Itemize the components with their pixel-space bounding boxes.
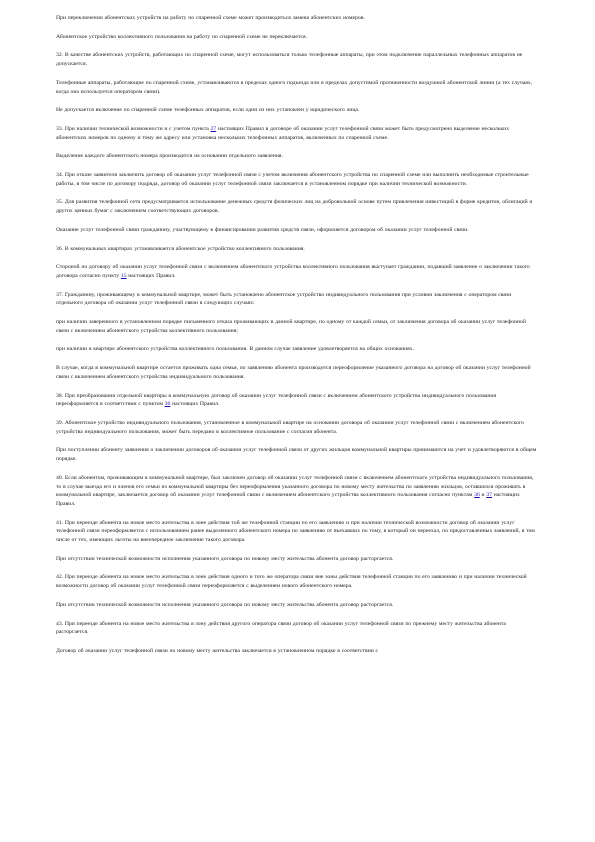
- paragraph: [56, 647, 539, 656]
- paragraph: [56, 51, 539, 68]
- paragraph: [56, 33, 539, 42]
- paragraph-text: настоящих Правил.: [56, 492, 520, 507]
- paragraph-text: при наличии в квартире абонентского устройства коллективного пользования. В данном случае заявление удовлетворяется на общих основаниях.: [56, 346, 415, 353]
- paragraph: [56, 263, 539, 280]
- clause-link[interactable]: 15: [120, 272, 127, 279]
- paragraph: [56, 198, 539, 215]
- paragraph-text: 39. Абонентское устройство индивидуального пользования, установленное в коммунальной квартире на основании договора об оказании услуг телефонной связи с включением абонентского устройства индивидуального пользования, может быть передано в коллективное пользование с согласия абонента.: [56, 419, 525, 435]
- paragraph: [56, 125, 539, 142]
- paragraph: [56, 474, 539, 509]
- paragraph-text: 36. В коммунальных квартирах устанавливается абонентское устройство коллективного пользования.: [56, 245, 305, 252]
- paragraph-text: При переключении абонентских устройств на работу по спаренной схеме может производиться замена абонентских номеров.: [56, 15, 365, 21]
- paragraph-text: при наличии заверенного в установленном порядке письменного отказа проживающих в данной квартире, по одному от каждой семьи, от заключения договора об оказании услуг телефонной связи с включением абонентского устройства коллективного пользования;: [56, 319, 526, 334]
- paragraph-text: и: [479, 492, 487, 499]
- paragraph: [56, 446, 539, 463]
- paragraph: [56, 79, 539, 96]
- paragraph-text: При отсутствии технической возможности исполнения указанного договора по новому месту жительства абонента договор расторгается.: [56, 601, 394, 608]
- clause-link[interactable]: 27: [210, 125, 217, 132]
- paragraph: [56, 106, 539, 115]
- paragraph: [56, 291, 539, 308]
- clause-link[interactable]: 36: [164, 401, 171, 408]
- paragraph-text: настоящих Правил.: [126, 272, 176, 279]
- paragraph-text: Выделение каждого абонентского номера производится на основании отдельного заявления.: [56, 153, 283, 160]
- paragraph-text: 43. При переезде абонента на новое место жительства в зону действия другого оператора связи договор об оказании услуг телефонной связи по прежнему месту жительства абонента расторгается.: [56, 620, 506, 636]
- paragraph: [56, 152, 539, 161]
- paragraph-text: 35. Для развития телефонной сети предусматривается использование денежных средств физических лиц на добровольной основе путем привлечения инвестиций в форме кредитов, облигаций и других ценных бумаг с заключением соответствующих договоров.: [56, 199, 533, 215]
- paragraph: [56, 392, 539, 409]
- paragraph: [56, 226, 539, 235]
- paragraph: [56, 171, 539, 188]
- paragraph-text: При отсутствии технической возможности исполнения указанного договора по новому месту жительства абонента договор расторгается.: [56, 555, 394, 562]
- paragraph-text: 32. В качестве абонентских устройств, работающих по спаренной схеме, могут использоваться только телефонные аппараты, при этом подключение параллельных телефонных аппаратов не допускается.: [56, 52, 523, 68]
- paragraph-text: Абонентское устройство коллективного пользования на работу по спаренной схеме не переключается.: [56, 33, 308, 40]
- paragraph-text: 42. При переезде абонента на новое место жительства в зоне действия одного и того же оператора связи вне зоны действия телефонной станции по его заявлению и при наличии технической возможности договор об оказании услуг телефонной связи переоформляется с выделением нового абонентского номера.: [56, 574, 527, 590]
- paragraph-text: 41. При переезде абонента на новое место жительства в зоне действия той же телефонной станции по его заявлению и при наличии технической возможности договор об оказании услуг телефонной связи переоформляется с использованием ранее выделенного абонентского номера по заявлению от въехавших по тому, в который он переехал, по предоставленных заявлений, в том числе от тех, имеющих льготы на внеочередное заключение такого договора.: [56, 519, 535, 544]
- paragraph: [56, 364, 539, 381]
- paragraph: [56, 419, 539, 436]
- paragraph: [56, 519, 539, 545]
- paragraph-text: настоящих Правил в договоре об оказании услуг телефонной связи может быть предусмотрено выделение нескольких абонентских номеров по одному и тому же адресу или установка нескольких телефонных аппаратов, включенных по спаренной схеме.: [56, 125, 510, 141]
- paragraph-text: В случае, когда в коммунальной квартире остается проживать одна семья, по заявлению абонента производится переоформление указанного договора на договор об оказании услуг телефонной связи с включением абонентского устройства индивидуального пользования.: [56, 365, 531, 380]
- clause-link[interactable]: 37: [486, 492, 492, 499]
- paragraph-text: Договор об оказании услуг телефонной связи по новому месту жительства заключается в установленном порядке в соответствии с: [56, 647, 379, 654]
- paragraph: [56, 620, 539, 637]
- clause-link[interactable]: 36: [474, 492, 480, 499]
- paragraph: [56, 573, 539, 590]
- paragraph: [56, 245, 539, 254]
- paragraph-text: 37. Гражданину, проживающему в коммунальной квартире, может быть установлено абонентское устройство индивидуального пользования при условии заключения с оператором связи отдельного договора об оказании услуг телефонной связи в следующих случаях:: [56, 291, 512, 307]
- paragraph: [56, 345, 539, 354]
- paragraph-text: Стороной по договору об оказании услуг телефонной связи с включением абонентского устройства коллективного пользования выступает гражданин, подавший заявление о заключении такого договора согласно пункту: [56, 264, 530, 279]
- paragraph: [56, 14, 539, 23]
- paragraph-text: Оказание услуг телефонной связи гражданину, участвующему в финансировании развития средств связи, оформляется договором об оказании услуг телефонной связи.: [56, 226, 469, 233]
- paragraph-text: настоящих Правил.: [170, 401, 220, 408]
- paragraph-text: 40. Если абонентом, проживающим в коммунальной квартире, был заключен договор об оказании услуг телефонной связи с включением абонентского устройства индивидуального пользования, то в случае выезда его и членов его семьи из коммунальной квартиры без переоформления указанного договора по новому месту жительства по заявлению жильцов, оставшихся проживать в коммунальной квартире, заключается договор об оказании услуг телефонной связи с включением абонентского устройства коллективного пользования согласно пунктам: [56, 474, 534, 499]
- paragraph-text: Не допускается включение по спаренной схеме телефонных аппаратов, если один из них установлен у юридического лица.: [56, 107, 360, 114]
- paragraph-text: 33. При наличии технической возможности и с учетом пункта: [56, 125, 211, 132]
- paragraph: [56, 318, 539, 335]
- paragraph-text: 38. При преобразовании отдельной квартиры в коммунальную договор об оказании услуг телефонной связи с включением абонентского устройства индивидуального пользования переоформляется в соответствии с пунктом: [56, 392, 497, 408]
- paragraph: [56, 601, 539, 610]
- paragraph-text: 34. При отказе заявителя заключить договор об оказании услуг телефонной связи с учетом включения абонентского устройства по спаренной схеме или выполнить необходимые строительные работы, в том числе по договору подряда, договор об оказании услуг телефонной связи заключается в установленном порядке при наличии технической возможности.: [56, 172, 529, 187]
- paragraph: [56, 555, 539, 564]
- paragraph-text: При поступлении абоненту заявления о заключении договоров об оказании услуг телефонной связи от других жильцов коммунальной квартиры принимаются на учет и удовлетворяются в общем порядке.: [56, 447, 537, 463]
- paragraph-text: Телефонные аппараты, работающие по спаренной схеме, устанавливаются в пределах одного подъезда или в пределах допустимой протяженности воздушной абонентской линии (а тех случаях, когда она используется оператором связи).: [56, 79, 533, 95]
